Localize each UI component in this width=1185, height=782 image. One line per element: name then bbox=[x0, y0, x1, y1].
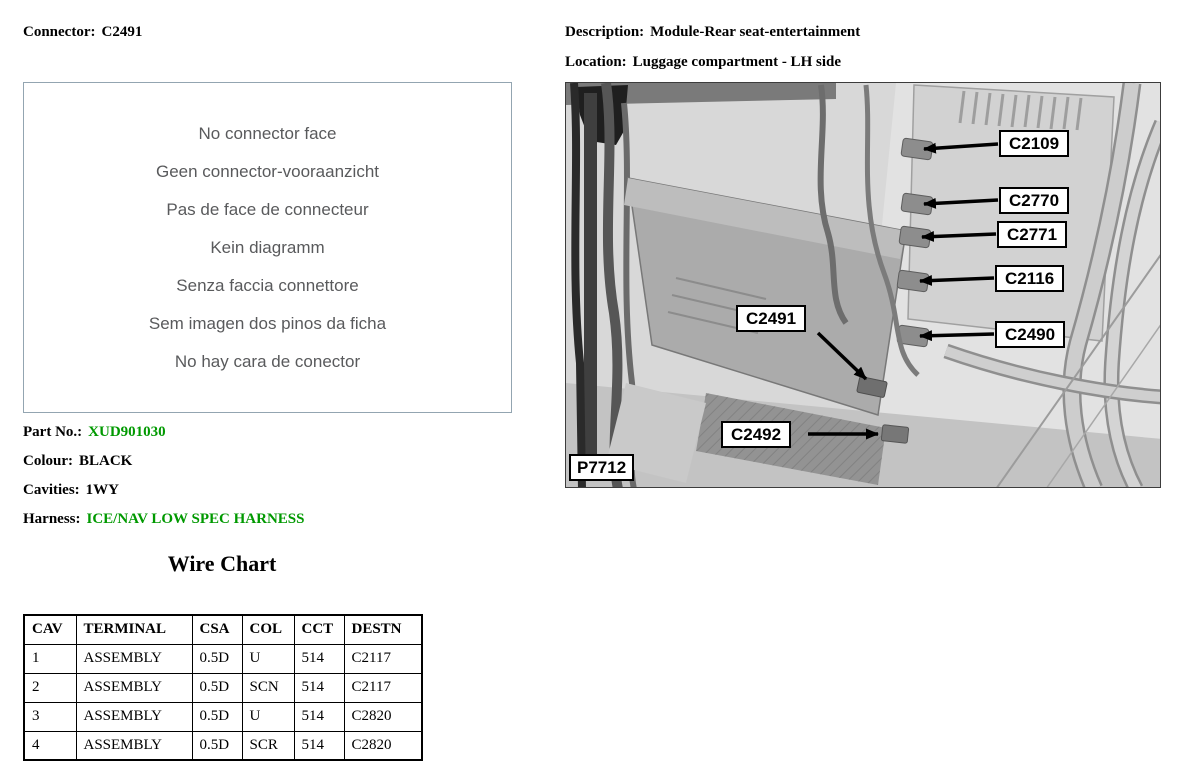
no-face-text-it: Senza faccia connettore bbox=[176, 275, 359, 295]
photo-id-label: P7712 bbox=[569, 454, 634, 481]
connector-details bbox=[23, 424, 304, 540]
connector-value: C2491 bbox=[101, 24, 143, 40]
no-face-text-nl: Geen connector-vooraanzicht bbox=[155, 161, 380, 181]
no-connector-face-box bbox=[23, 82, 512, 413]
callout-c2490: C2490 bbox=[995, 321, 1065, 348]
part-no-label: Part No.: bbox=[23, 424, 83, 440]
cell-cct: 514 bbox=[294, 673, 344, 702]
cell-terminal: ASSEMBLY bbox=[76, 702, 192, 731]
location-photo-art bbox=[566, 83, 1161, 488]
col-header-cav: CAV bbox=[24, 615, 76, 644]
cell-cct: 514 bbox=[294, 644, 344, 673]
cell-col: U bbox=[242, 644, 294, 673]
part-no-line bbox=[23, 424, 304, 453]
connector-header bbox=[23, 24, 142, 41]
no-face-text-en: No connector face bbox=[198, 123, 337, 143]
cell-col: SCN bbox=[242, 673, 294, 702]
cell-cav: 1 bbox=[24, 644, 76, 673]
cell-csa: 0.5D bbox=[192, 673, 242, 702]
cavities-value: 1WY bbox=[85, 482, 119, 498]
cell-terminal: ASSEMBLY bbox=[76, 673, 192, 702]
cell-destn: C2117 bbox=[344, 673, 422, 702]
table-row bbox=[24, 673, 422, 702]
callout-c2770: C2770 bbox=[999, 187, 1069, 214]
col-header-terminal: TERMINAL bbox=[76, 615, 192, 644]
no-face-text-pt: Sem imagen dos pinos da ficha bbox=[148, 313, 387, 333]
location-photo bbox=[565, 82, 1161, 488]
col-header-destn: DESTN bbox=[344, 615, 422, 644]
colour-value: BLACK bbox=[79, 453, 133, 469]
cell-cav: 3 bbox=[24, 702, 76, 731]
cell-cct: 514 bbox=[294, 702, 344, 731]
colour-label: Colour: bbox=[23, 453, 73, 469]
table-header-row bbox=[24, 615, 422, 644]
cell-destn: C2820 bbox=[344, 731, 422, 760]
cell-terminal: ASSEMBLY bbox=[76, 644, 192, 673]
harness-line bbox=[23, 511, 304, 540]
col-header-csa: CSA bbox=[192, 615, 242, 644]
callout-c2109: C2109 bbox=[999, 130, 1069, 157]
no-face-text-de: Kein diagramm bbox=[210, 237, 325, 257]
location-label: Location: bbox=[565, 54, 627, 70]
callout-c2116: C2116 bbox=[995, 265, 1064, 292]
harness-value: ICE/NAV LOW SPEC HARNESS bbox=[86, 511, 305, 527]
cell-csa: 0.5D bbox=[192, 644, 242, 673]
callout-c2491: C2491 bbox=[736, 305, 806, 332]
callout-c2492: C2492 bbox=[721, 421, 791, 448]
description-value: Module-Rear seat-entertainment bbox=[650, 24, 861, 40]
wire-chart-title: Wire Chart bbox=[167, 551, 277, 576]
no-face-text-fr: Pas de face de connecteur bbox=[166, 199, 369, 219]
callout-c2771: C2771 bbox=[997, 221, 1067, 248]
location-value: Luggage compartment - LH side bbox=[632, 54, 841, 70]
table-row bbox=[24, 644, 422, 673]
connector-label: Connector: bbox=[23, 24, 96, 40]
cell-col: SCR bbox=[242, 731, 294, 760]
col-header-col: COL bbox=[242, 615, 294, 644]
cavities-label: Cavities: bbox=[23, 482, 80, 498]
cavities-line bbox=[23, 482, 304, 511]
cell-terminal: ASSEMBLY bbox=[76, 731, 192, 760]
cell-csa: 0.5D bbox=[192, 702, 242, 731]
cell-cav: 2 bbox=[24, 673, 76, 702]
cell-col: U bbox=[242, 702, 294, 731]
part-no-value: XUD901030 bbox=[88, 424, 166, 440]
colour-line bbox=[23, 453, 304, 482]
cell-cav: 4 bbox=[24, 731, 76, 760]
cell-destn: C2820 bbox=[344, 702, 422, 731]
cell-destn: C2117 bbox=[344, 644, 422, 673]
harness-label: Harness: bbox=[23, 511, 81, 527]
description-label: Description: bbox=[565, 24, 645, 40]
description-line bbox=[565, 24, 860, 41]
table-row bbox=[24, 702, 422, 731]
cell-csa: 0.5D bbox=[192, 731, 242, 760]
table-row bbox=[24, 731, 422, 760]
wire-chart-table bbox=[23, 614, 423, 761]
cell-cct: 514 bbox=[294, 731, 344, 760]
location-line bbox=[565, 54, 841, 71]
col-header-cct: CCT bbox=[294, 615, 344, 644]
no-face-text-es: No hay cara de conector bbox=[174, 351, 361, 371]
